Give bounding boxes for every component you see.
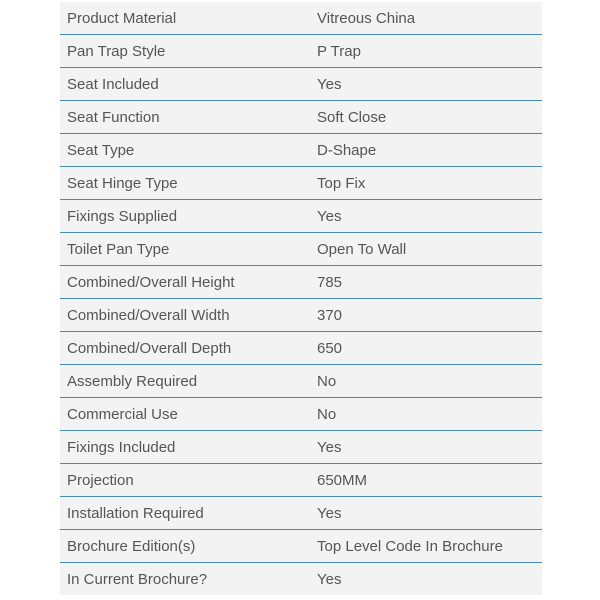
spec-label: Installation Required [67, 504, 204, 522]
spec-value: P Trap [317, 42, 361, 60]
spec-label: Product Material [67, 9, 177, 27]
spec-label: Assembly Required [67, 372, 198, 390]
spec-label: Seat Included [67, 75, 159, 93]
spec-row-seat-hinge-type [60, 167, 542, 200]
spec-value: D-Shape [317, 141, 377, 159]
spec-row-seat-function [60, 101, 542, 134]
spec-row-overall-width [60, 299, 542, 332]
spec-row-installation-required [60, 497, 542, 530]
spec-row-overall-height [60, 266, 542, 299]
spec-label: In Current Brochure? [67, 570, 208, 588]
spec-label: Seat Function [67, 108, 160, 126]
spec-value: No [317, 405, 337, 423]
spec-value: Top Level Code In Brochure [317, 537, 503, 555]
spec-label: Combined/Overall Depth [67, 339, 232, 357]
spec-label: Seat Hinge Type [67, 174, 178, 192]
spec-label: Toilet Pan Type [67, 240, 170, 258]
spec-row-assembly-required [60, 365, 542, 398]
spec-label: Combined/Overall Height [67, 273, 235, 291]
specifications-table [60, 2, 542, 595]
spec-row-commercial-use [60, 398, 542, 431]
spec-row-product-material [60, 2, 542, 35]
spec-value: Yes [317, 504, 342, 522]
spec-row-seat-type [60, 134, 542, 167]
spec-value: Soft Close [317, 108, 387, 126]
spec-value: No [317, 372, 337, 390]
spec-label: Pan Trap Style [67, 42, 166, 60]
spec-label: Commercial Use [67, 405, 178, 423]
spec-value: 785 [317, 273, 343, 291]
spec-value: 650MM [317, 471, 368, 489]
spec-value: Yes [317, 438, 342, 456]
spec-row-fixings-included [60, 431, 542, 464]
spec-label: Projection [67, 471, 134, 489]
spec-row-brochure-editions [60, 530, 542, 563]
spec-row-fixings-supplied [60, 200, 542, 233]
spec-value: Open To Wall [317, 240, 407, 258]
spec-label: Seat Type [67, 141, 135, 159]
spec-label: Brochure Edition(s) [67, 537, 196, 555]
spec-row-pan-trap-style [60, 35, 542, 68]
spec-row-projection [60, 464, 542, 497]
spec-value: Yes [317, 75, 342, 93]
spec-value: Top Fix [317, 174, 366, 192]
spec-row-toilet-pan-type [60, 233, 542, 266]
spec-row-overall-depth [60, 332, 542, 365]
spec-value: 650 [317, 339, 343, 357]
spec-value: 370 [317, 306, 343, 324]
spec-row-seat-included [60, 68, 542, 101]
spec-label: Fixings Supplied [67, 207, 178, 225]
spec-value: Yes [317, 570, 342, 588]
spec-label: Fixings Included [67, 438, 176, 456]
spec-value: Vitreous China [317, 9, 416, 27]
spec-label: Combined/Overall Width [67, 306, 230, 324]
spec-row-in-current-brochure [60, 563, 542, 595]
spec-value: Yes [317, 207, 342, 225]
